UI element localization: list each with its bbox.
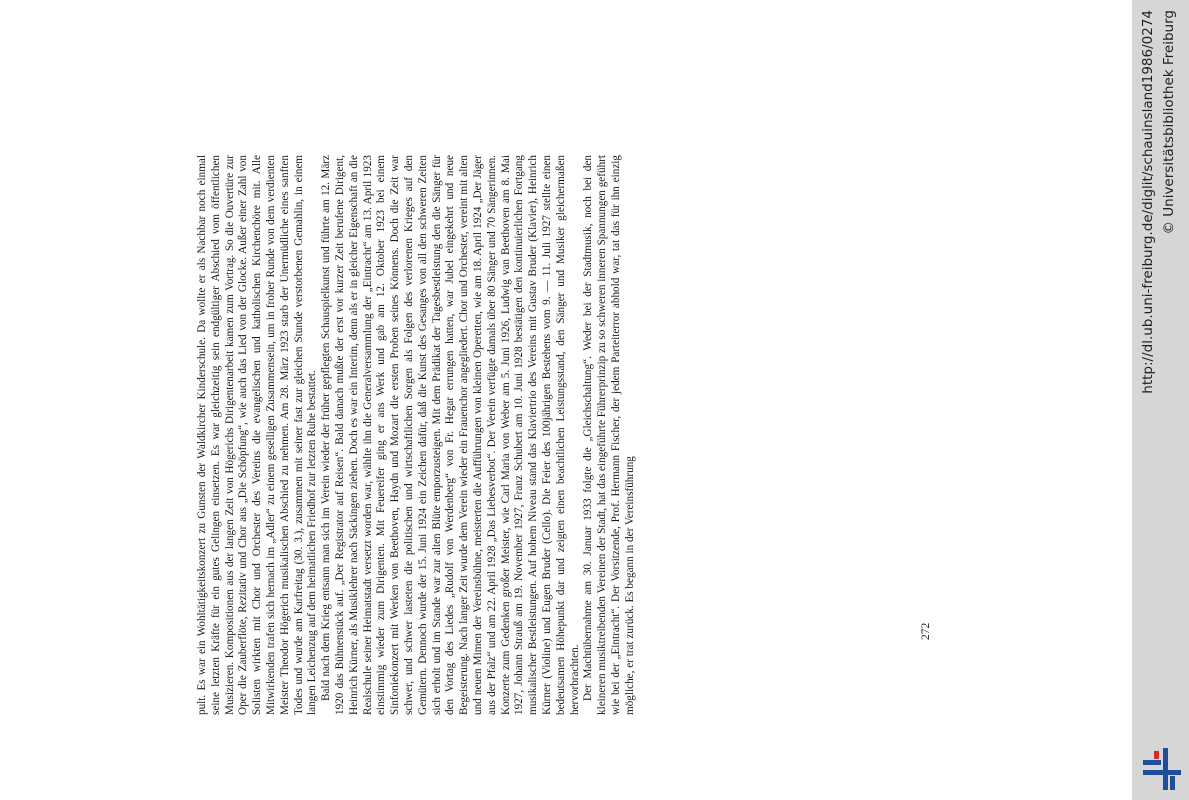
paragraph-1: pult. Es war ein Wohltätigkeitskonzert zu Gunsten der Waldkircher Kinderschule. Da wollte er als Nachbar noch einmal seine letzten Kräfte für ein gutes Gelingen einsetzen. Es war gleichzeitig sein endgültiger Abschied vom öffentlichen Musizieren. Kompositionen aus der langen Zeit von Högerichs Dirigentenarbeit kamen zum Vortrag. So die Ouvertüre zur Oper die Zauberflöte, Rezitativ und Chor aus „Die Schöpfung“, wie auch das Lied von der Glocke. Außer einer Zahl von Solisten wirkten mit Chor und Orchester des Vereins die evangelischen und katholischen Kirchenchöre mit. Alle Mitwirkenden trafen sich hernach im „Adler“ zu einem geselligen Zusammensein, um in froher Runde von dem verdienten Meister Theodor Högerich musikalischen Abschied zu nehmen. Am 28. März 1923 starb der Unermüdliche eines sanften Todes und wurde am Karfreitag (30. 3.), zusammen mit seiner fast zur gleichen Stunde verstorbenen Gemahlin, in einem langen Leichenzug auf dem heimatlichen Friedhof zur letzten Ruhe bestattet. [196, 155, 319, 715]
paragraph-3: Der Machtübernahme am 30. Januar 1933 folgte die „Gleichschaltung“. Weder bei der Stadtmusik, noch bei den kleineren musiktreibenden Vereinen der Stadt, hat das eingeführte Führerprinzip zu so schweren inneren Spannungen geführt wie bei der „Eintracht“. Der Vorsitzende, Prof. Hermann Fischer, der jedem Parteiterror abhold war, tat das für ihn einzig mögliche, er trat zurück. Es begann in der Vereinsführung [582, 155, 636, 715]
document-text-block [196, 155, 638, 715]
sidebar-text [1138, 10, 1180, 780]
library-logo-icon [1140, 746, 1184, 794]
paragraph-2: Bald nach dem Krieg entsann man sich im Verein wieder der früher gepflegten Schauspielkunst und führte am 12. März 1920 das Bühnenstück auf. „Der Registrator auf Reisen“. Bald danach mußte der erst vor kurzer Zeit berufene Dirigent, Heinrich Kürner, als Musiklehrer nach Säckingen ziehen. Doch es war ein Interim, denn als er in gleicher Eigenschaft an die Realschule seiner Heimatstadt versetzt worden war, wählte ihn die Generalversammlung der „Eintracht“ am 13. April 1923 einstimmig wieder zum Dirigenten. Mit Feuereifer ging er ans Werk und gab am 12. Oktober 1923 bei einem Sinfoniekonzert mit Werken von Beethoven, Haydn und Mozart die ersten Proben seines Könnens. Doch die Zeit war schwer, und schwer lasteten die politischen und wirtschaftlichen Sorgen als Folgen des verlorenen Krieges auf den Gemütern. Dennoch wurde der 15. Juni 1924 ein Zeichen dafür, daß die Kunst des Gesanges von all den schweren Zeiten sich erholt und im Stande war zur alten Blüte emporzusteigen. Mit dem Prädikat der Tagesbestleistung den die Sänger für den Vortag des Liedes „Rudolf von Werdenberg“ von Fr. Hegar errungen hatten, war Jubel eingekehrt und neue Begeisterung. Nach langer Zeit wurde dem Verein wieder ein Frauenchor angegliedert. Chor und Orchester, vereint mit alten und neuen Mimen der Vereinsbühne, meisterten die Aufführungen von kleinen Operetten, wie am 18. April 1924 „Der Jäger aus der Pfalz“ und am 22. April 1928 „Das Liebesverbot“. Der Verein verfügte damals über 80 Sänger und 70 Sängerinnen. Konzerte zum Gedenken großer Meister, wie Carl Maria von Weber am 5. Juni 1926, Ludwig van Beethoven am 8. Mai 1927, Johann Strauß am 19. November 1927, Franz Schubert am 10. Juni 1928 bestätigen den kontinuierlichen Fortgang musikalischer Bestleistungen. Auf hohem Niveau stand das Klaviertrio des Vereins mit Gustav Bruder (Klavier), Heinrich Kürner (Violine) und Eugen Bruder (Cello). Die Feier des 100jährigen Bestehens vom 9. — 11. Juli 1927 stellte einen bedeutsamen Höhepunkt dar und zeigten einen beachtlichen Leistungsstand, den Sänger und Musiker gleichermaßen hervorbrachten. [320, 155, 581, 715]
copyright-notice: © Universitätsbibliothek Freiburg [1161, 10, 1177, 235]
page-number: 272 [920, 622, 932, 640]
source-url-link[interactable]: http://dl.ub.uni-freiburg.de/diglit/schauinsland1986/0274 [1140, 10, 1156, 394]
